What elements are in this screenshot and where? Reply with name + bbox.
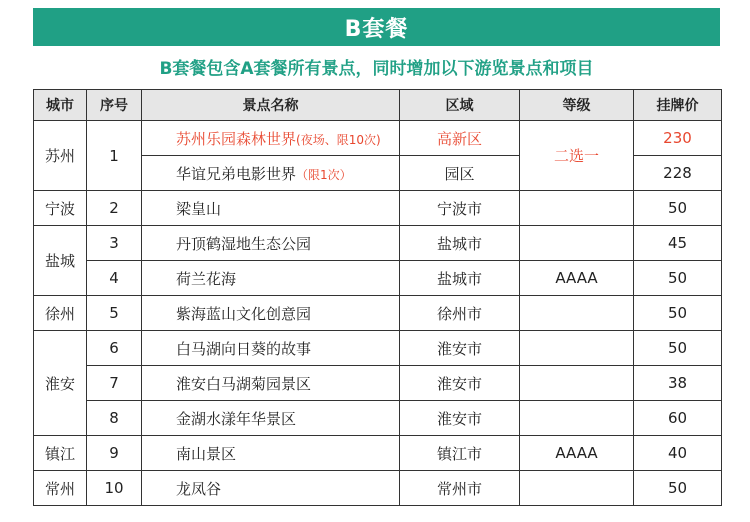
area-cell: 宁波市 xyxy=(400,191,520,226)
header-level: 等级 xyxy=(520,90,634,121)
page-title: B套餐 xyxy=(344,16,409,42)
title-banner xyxy=(33,8,720,46)
attraction-name-cell: 淮安白马湖菊园景区 xyxy=(142,366,400,401)
price-cell: 45 xyxy=(634,226,722,261)
table-row xyxy=(34,121,722,156)
page-subtitle: B套餐包含A套餐所有景点，同时增加以下游览景点和项目 xyxy=(159,59,594,79)
area-cell: 高新区 xyxy=(400,121,520,156)
area-cell: 常州市 xyxy=(400,471,520,506)
attraction-name-cell xyxy=(142,121,400,156)
attraction-name-cell: 荷兰花海 xyxy=(142,261,400,296)
attraction-name-cell xyxy=(142,156,400,191)
attraction-name: 华谊兄弟电影世界 xyxy=(176,164,297,183)
level-cell: 二选一 xyxy=(520,121,634,191)
number-cell: 3 xyxy=(87,226,142,261)
level-cell xyxy=(520,191,634,226)
table-row xyxy=(34,331,722,366)
number-cell: 7 xyxy=(87,366,142,401)
number-cell: 9 xyxy=(87,436,142,471)
city-cell: 常州 xyxy=(34,471,87,506)
table-row xyxy=(34,401,722,436)
table-row xyxy=(34,261,722,296)
number-cell: 4 xyxy=(87,261,142,296)
city-cell: 淮安 xyxy=(34,331,87,436)
price-cell: 50 xyxy=(634,261,722,296)
number-cell: 10 xyxy=(87,471,142,506)
city-cell: 宁波 xyxy=(34,191,87,226)
table-row xyxy=(34,191,722,226)
level-cell xyxy=(520,226,634,261)
price-cell: 38 xyxy=(634,366,722,401)
attraction-name-cell: 紫海蓝山文化创意园 xyxy=(142,296,400,331)
header-number: 序号 xyxy=(87,90,142,121)
attraction-note: （限1次） xyxy=(296,167,352,182)
price-cell: 50 xyxy=(634,331,722,366)
area-cell: 园区 xyxy=(400,156,520,191)
header-attraction-name: 景点名称 xyxy=(142,90,400,121)
area-cell: 盐城市 xyxy=(400,261,520,296)
price-cell: 228 xyxy=(634,156,722,191)
attraction-name-cell: 金湖水漾年华景区 xyxy=(142,401,400,436)
city-cell: 盐城 xyxy=(34,226,87,296)
header-city: 城市 xyxy=(34,90,87,121)
level-cell xyxy=(520,331,634,366)
price-cell: 50 xyxy=(634,191,722,226)
attraction-name-cell: 白马湖向日葵的故事 xyxy=(142,331,400,366)
attraction-name-cell: 丹顶鹤湿地生态公园 xyxy=(142,226,400,261)
table-row xyxy=(34,226,722,261)
attraction-name-cell: 梁皇山 xyxy=(142,191,400,226)
number-cell: 8 xyxy=(87,401,142,436)
city-cell: 苏州 xyxy=(34,121,87,191)
attraction-name-cell: 龙凤谷 xyxy=(142,471,400,506)
level-cell: AAAA xyxy=(520,261,634,296)
number-cell: 5 xyxy=(87,296,142,331)
level-cell xyxy=(520,471,634,506)
number-cell: 2 xyxy=(87,191,142,226)
table-row xyxy=(34,296,722,331)
table-row xyxy=(34,471,722,506)
price-cell: 60 xyxy=(634,401,722,436)
level-cell xyxy=(520,296,634,331)
level-cell xyxy=(520,401,634,436)
price-cell: 40 xyxy=(634,436,722,471)
table-row xyxy=(34,436,722,471)
area-cell: 徐州市 xyxy=(400,296,520,331)
level-cell: AAAA xyxy=(520,436,634,471)
area-cell: 镇江市 xyxy=(400,436,520,471)
header-area: 区域 xyxy=(400,90,520,121)
header-price: 挂牌价 xyxy=(634,90,722,121)
area-cell: 淮安市 xyxy=(400,331,520,366)
table-row xyxy=(34,366,722,401)
table-header-row xyxy=(34,90,722,121)
attraction-note: (夜场、限10次) xyxy=(296,132,381,147)
city-cell: 徐州 xyxy=(34,296,87,331)
area-cell: 盐城市 xyxy=(400,226,520,261)
area-cell: 淮安市 xyxy=(400,366,520,401)
attraction-name: 苏州乐园森林世界 xyxy=(176,129,297,148)
attraction-name-cell: 南山景区 xyxy=(142,436,400,471)
number-cell: 1 xyxy=(87,121,142,191)
price-cell: 230 xyxy=(634,121,722,156)
area-cell: 淮安市 xyxy=(400,401,520,436)
price-cell: 50 xyxy=(634,471,722,506)
attractions-table xyxy=(33,89,722,506)
price-cell: 50 xyxy=(634,296,722,331)
level-cell xyxy=(520,366,634,401)
number-cell: 6 xyxy=(87,331,142,366)
city-cell: 镇江 xyxy=(34,436,87,471)
